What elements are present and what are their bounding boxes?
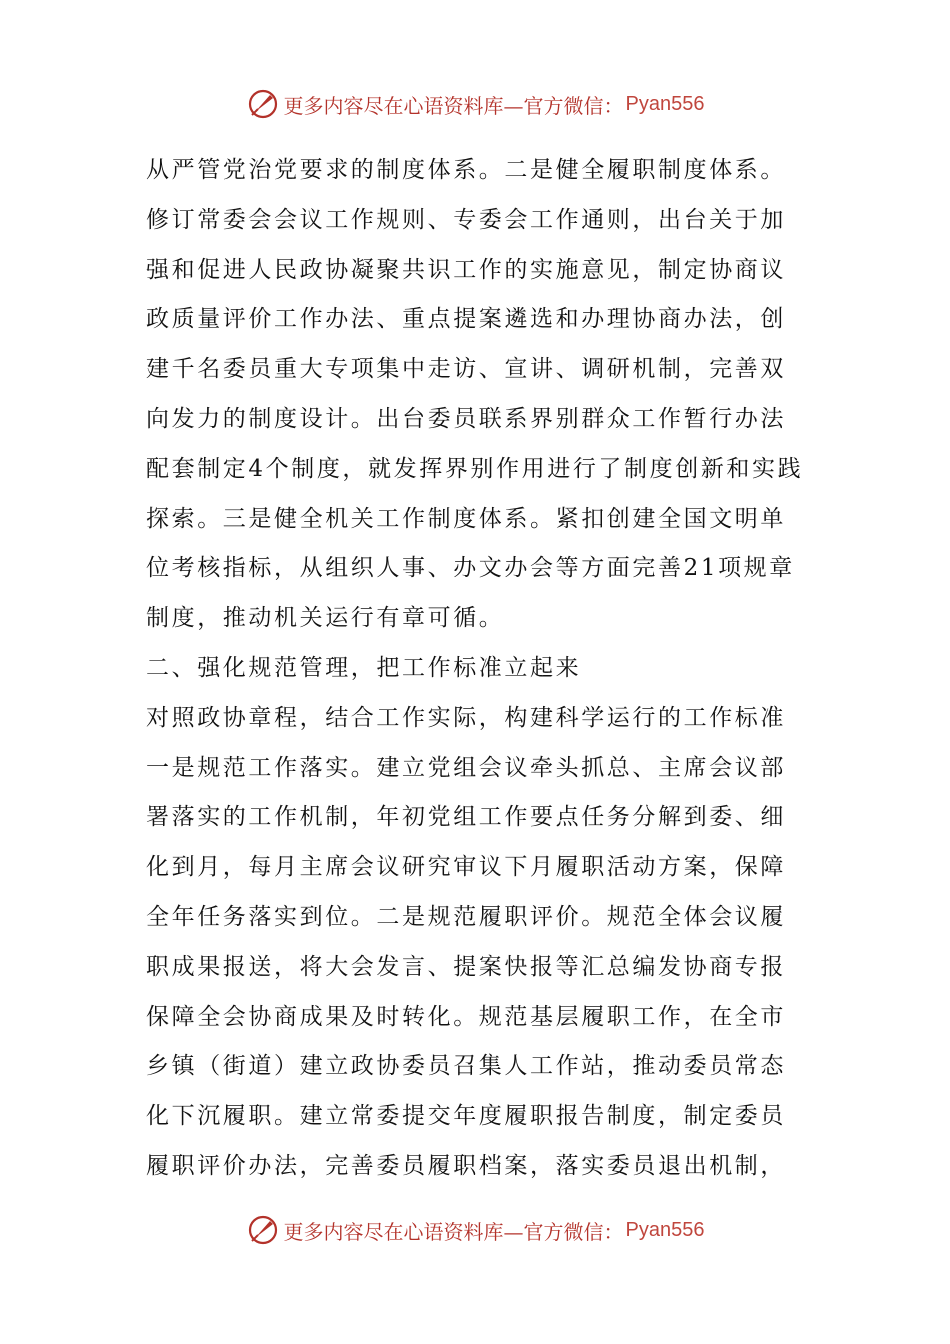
footer-watermark — [0, 1210, 950, 1250]
text-line: 全年任务落实到位。二是规范履职评价。规范全体会议履 — [146, 903, 786, 930]
text-line: 从严管党治党要求的制度体系。二是健全履职制度体系。 — [146, 157, 786, 183]
text-line: 署落实的工作机制，年初党组工作要点任务分解到委、细 — [146, 804, 786, 831]
quill-logo-icon — [246, 1213, 280, 1247]
document-body — [146, 146, 808, 1192]
watermark-text: 更多内容尽在心语资料库—官方微信： — [283, 1219, 624, 1244]
text-line: 探索。三是健全机关工作制度体系。紧扣创建全国文明单 — [146, 505, 786, 532]
text-line: 向发力的制度设计。出台委员联系界别群众工作暂行办法 — [146, 405, 786, 432]
text-line: 化到月，每月主席会议研究审议下月履职活动方案，保障 — [146, 854, 786, 881]
text-line: 职成果报送，将大会发言、提案快报等汇总编发协商专报 — [146, 953, 786, 980]
text-line: 一是规范工作落实。建立党组会议牵头抓总、主席会议部 — [146, 754, 786, 781]
watermark-text: 更多内容尽在心语资料库—官方微信： — [283, 93, 624, 118]
text-line: 政质量评价工作办法、重点提案遴选和办理协商办法，创 — [146, 306, 786, 333]
text-line: 位考核指标，从组织人事、办文办会等方面完善21项规章 — [146, 555, 795, 582]
section-heading: 二、强化规范管理，把工作标准立起来 — [146, 654, 582, 681]
text-line: 保障全会协商成果及时转化。规范基层履职工作，在全市 — [146, 1003, 786, 1030]
text-line: 建千名委员重大专项集中走访、宣讲、调研机制，完善双 — [146, 356, 786, 383]
text-line: 履职评价办法，完善委员履职档案，落实委员退出机制， — [146, 1152, 786, 1179]
text-line: 乡镇（街道）建立政协委员召集人工作站，推动委员常态 — [146, 1053, 786, 1080]
header-watermark — [0, 84, 950, 124]
quill-logo-icon — [246, 87, 280, 121]
watermark-handle: Pyan556 — [625, 92, 705, 115]
text-line: 制度，推动机关运行有章可循。 — [146, 605, 505, 632]
text-line: 化下沉履职。建立常委提交年度履职报告制度，制定委员 — [146, 1103, 786, 1130]
watermark-handle: Pyan556 — [625, 1218, 705, 1241]
text-line: 强和促进人民政协凝聚共识工作的实施意见，制定协商议 — [146, 256, 786, 283]
text-line: 配套制定4个制度，就发挥界别作用进行了制度创新和实践 — [146, 455, 804, 482]
text-line: 修订常委会会议工作规则、专委会工作通则，出台关于加 — [146, 206, 786, 233]
text-line: 对照政协章程，结合工作实际，构建科学运行的工作标准 — [146, 704, 786, 731]
